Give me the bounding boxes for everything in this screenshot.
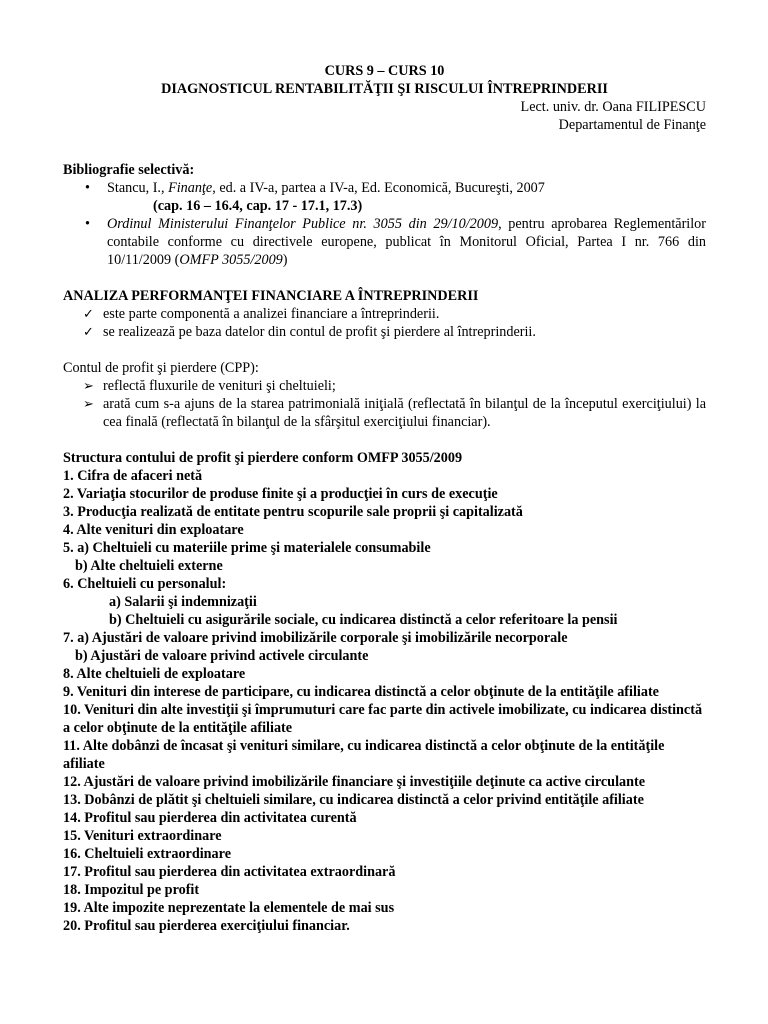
structure-line: b) Ajustări de valoare privind activele circulante	[75, 648, 369, 664]
structure-section	[63, 449, 706, 935]
cpp-intro: Contul de profit şi pierdere (CPP):	[63, 360, 259, 376]
structure-line: 6. Cheltuieli cu personalul:	[63, 576, 227, 592]
structure-line: 15. Venituri extraordinare	[63, 828, 222, 844]
checkmark-icon: ✓	[83, 306, 94, 321]
structure-line: 2. Variaţia stocurilor de produse finite şi a producţiei în curs de execuţie	[63, 486, 498, 502]
structure-heading: Structura contului de profit şi pierdere conform OMFP 3055/2009	[63, 450, 463, 466]
bib2-title: Ordinul Ministerului Finanţelor Publice nr. 3055 din 29/10/2009	[107, 216, 499, 232]
structure-line: 4. Alte venituri din exploatare	[63, 522, 244, 538]
department: Departamentul de Finanţe	[558, 117, 706, 133]
structure-line: 12. Ajustări de valoare privind imobilizările financiare şi investiţiile deţinute ca active circulante	[63, 774, 646, 790]
bibliography-chapters: (cap. 16 – 16.4, cap. 17 - 17.1, 17.3)	[153, 198, 363, 214]
bib2-close: )	[282, 252, 288, 268]
structure-line: 18. Impozitul pe profit	[63, 882, 200, 898]
structure-line: 3. Producţia realizată de entitate pentru scopurile sale proprii şi capitalizată	[63, 504, 523, 520]
bib1-author: Stancu, I.,	[107, 180, 169, 196]
checkmark-icon: ✓	[83, 324, 94, 339]
cpp-item	[63, 395, 706, 431]
structure-line: 16. Cheltuieli extraordinare	[63, 846, 231, 862]
analysis-item	[63, 305, 706, 323]
structure-line: b) Cheltuieli cu asigurările sociale, cu indicarea distinctă a celor referitoare la pensii	[109, 612, 618, 628]
cpp-item-text: arată cum s-a ajuns de la starea patrimonială iniţială (reflectată în bilanţul de la începutul exerciţiului) la cea finală (reflectată în bilanţul de la sfârşitul exerciţiului financiar).	[103, 396, 706, 430]
bib2-details: , pentru aprobarea Reglementărilor contabile conforme cu directivele europene, publicat în Monitorul Oficial, Partea I nr. 766 din 10/11/2009 (	[107, 216, 706, 268]
arrow-bullet-icon: ➢	[83, 378, 94, 393]
bibliography-item-1	[63, 179, 706, 197]
structure-line: 11. Alte dobânzi de încasat şi venituri similare, cu indicarea distinctă a celor obţinute de la entităţile afiliate	[63, 738, 665, 772]
structure-line: 8. Alte cheltuieli de exploatare	[63, 666, 246, 682]
structure-line: 19. Alte impozite neprezentate la elementele de mai sus	[63, 900, 395, 916]
arrow-bullet-icon: ➢	[83, 396, 94, 411]
author: Lect. univ. dr. Oana FILIPESCU	[520, 99, 706, 115]
course-title: CURS 9 – CURS 10	[324, 63, 445, 79]
analysis-item-text: se realizează pe baza datelor din contul de profit şi pierdere al întreprinderii.	[103, 324, 536, 340]
bullet-icon: •	[85, 180, 90, 196]
structure-line: 14. Profitul sau pierderea din activitatea curentă	[63, 810, 357, 826]
document-page	[63, 62, 706, 935]
structure-line: 10. Venituri din alte investiţii şi împrumuturi care fac parte din activele imobilizate, cu indicarea distinctă a celor obţinute de la entităţile afiliate	[63, 702, 703, 736]
structure-line: 13. Dobânzi de plătit şi cheltuieli similare, cu indicarea distinctă a celor privind entităţile afiliate	[63, 792, 644, 808]
course-subtitle: DIAGNOSTICUL RENTABILITĂŢII ŞI RISCULUI ÎNTREPRINDERII	[161, 81, 608, 97]
bibliography-heading: Bibliografie selectivă:	[63, 162, 195, 178]
structure-line: 1. Cifra de afaceri netă	[63, 468, 203, 484]
structure-line: 5. a) Cheltuieli cu materiile prime şi materialele consumabile	[63, 540, 431, 556]
analysis-item-text: este parte componentă a analizei financiare a întreprinderii.	[103, 306, 440, 322]
analysis-item	[63, 323, 706, 341]
bib2-abbrev: OMFP 3055/2009	[179, 252, 283, 268]
bib1-title: Finanţe	[168, 180, 213, 196]
structure-line: a) Salarii şi indemnizaţii	[109, 594, 257, 610]
bib1-details: , ed. a IV-a, partea a IV-a, Ed. Economică, Bucureşti, 2007	[212, 180, 545, 196]
bullet-icon: •	[85, 216, 90, 232]
cpp-item-text: reflectă fluxurile de venituri şi cheltuieli;	[103, 378, 336, 394]
structure-line: 7. a) Ajustări de valoare privind imobilizările corporale şi imobilizările necorporale	[63, 630, 568, 646]
cpp-item	[63, 377, 706, 395]
structure-line: b) Alte cheltuieli externe	[75, 558, 223, 574]
structure-line: 17. Profitul sau pierderea din activitatea extraordinară	[63, 864, 396, 880]
structure-line: 20. Profitul sau pierderea exerciţiului financiar.	[63, 918, 350, 934]
structure-line: 9. Venituri din interese de participare, cu indicarea distinctă a celor obţinute de la entităţile afiliate	[63, 684, 659, 700]
bibliography-item-2	[63, 215, 706, 269]
analysis-heading: ANALIZA PERFORMANŢEI FINANCIARE A ÎNTREPRINDERII	[63, 288, 479, 304]
